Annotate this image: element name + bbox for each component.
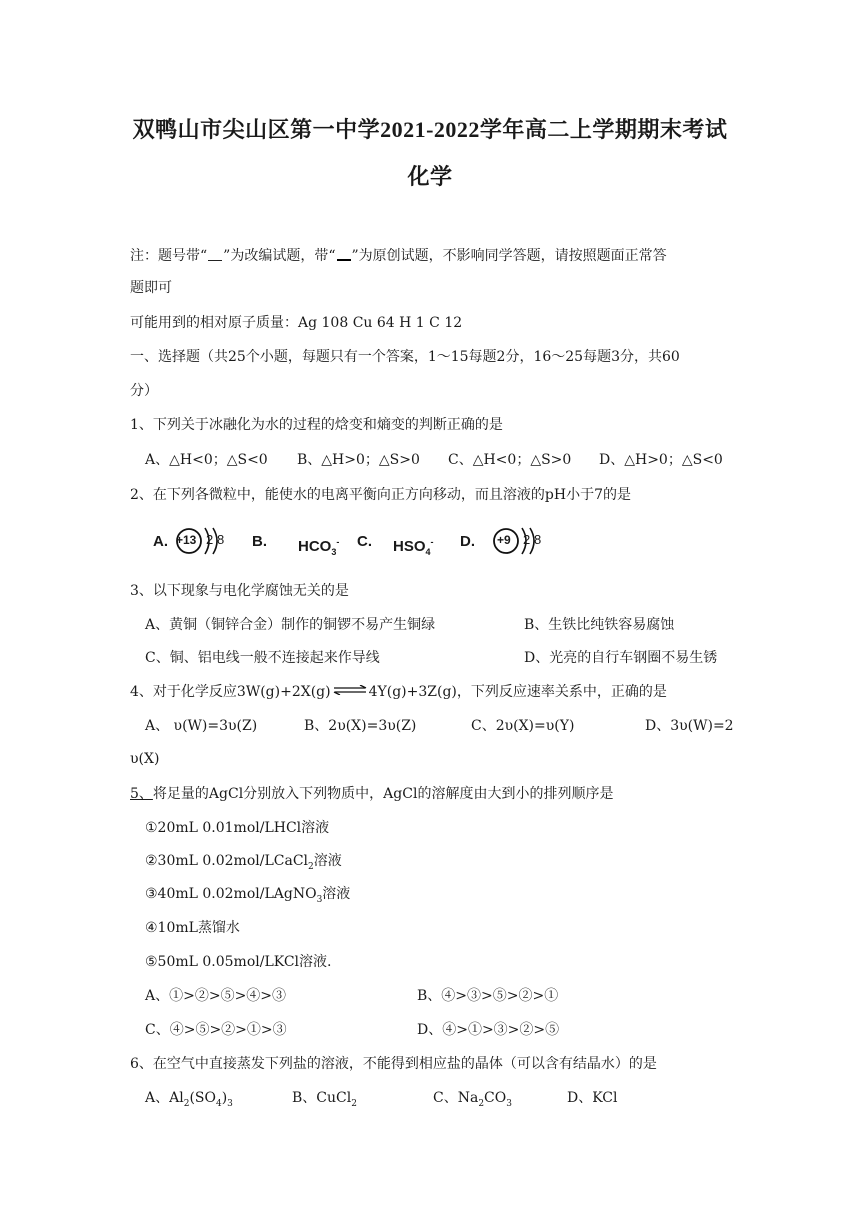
q4-option-c: C、2υ(X)=υ(Y) <box>471 718 575 734</box>
q3-stem: 3、以下现象与电化学腐蚀无关的是 <box>130 583 349 599</box>
q2-option-c-formula: $HSO_4^-$ <box>393 537 434 557</box>
section-heading: 一、选择题（共25个小题，每题只有一个答案，1～15每题2分，16～25每题3分，共60 <box>130 349 680 365</box>
original-marker <box>337 247 351 261</box>
equilibrium-arrow-icon <box>332 685 368 695</box>
q2-option-a-label: A. <box>153 533 168 550</box>
q4-stem: 4、对于化学反应3W(g)+2X(g) 4Y(g)+3Z(g)，下列反应速率关系中，正确的是 <box>130 684 667 700</box>
q3-option-a: A、黄铜（铜锌合金）制作的铜锣不易产生铜绿 <box>145 617 436 633</box>
q2-a-nucleus: +13 <box>176 533 197 547</box>
q1-option-d: D、△H>0；△S<0 <box>599 452 723 468</box>
q2-stem: 2、在下列各微粒中，能使水的电离平衡向正方向移动，而且溶液的pH小于7的是 <box>130 487 631 503</box>
q6-option-d: D、KCl <box>567 1090 618 1106</box>
q6-option-c: C、$Na_2CO_3$ <box>433 1090 512 1109</box>
q2-a-shell2: 8 <box>217 532 225 547</box>
q2-d-shell2: 8 <box>534 532 542 547</box>
q1-stem: 1、下列关于冰融化为水的过程的焓变和熵变的判断正确的是 <box>130 417 503 433</box>
q2-d-nucleus: +9 <box>497 533 511 547</box>
q3-option-d: D、光亮的自行车钢圈不易生锈 <box>524 650 718 666</box>
q5-item-3: ③40mL 0.02mol/LAgNO$_3$溶液 <box>145 886 351 905</box>
q5-item-1: ①20mL 0.01mol/LHCl溶液 <box>145 820 330 836</box>
adapted-marker <box>208 248 222 261</box>
q5-item-2: ②30mL 0.02mol/LCaCl$_2$溶液 <box>145 853 342 872</box>
q6-option-b: B、CuCl$_2$ <box>292 1090 357 1109</box>
note-line <box>130 246 667 266</box>
q2-d-shell1: 2 <box>523 532 531 547</box>
q5-item-5: ⑤50mL 0.05mol/LKCl溶液. <box>145 954 332 970</box>
q5-option-c: C、④>⑤>②>①>③ <box>145 1022 287 1038</box>
q6-option-a: A、$Al_2(SO_4)_3$ <box>145 1090 233 1109</box>
q5-stem: 5、将足量的AgCl分别放入下列物质中，AgCl的溶解度由大到小的排列顺序是 <box>130 786 614 802</box>
q5-item-4: ④10mL蒸馏水 <box>145 920 240 936</box>
note-text-2: ”为改编试题，带“ <box>223 248 336 264</box>
q4-option-b: B、2υ(X)=3υ(Z) <box>304 718 417 734</box>
q5-option-b: B、④>③>⑤>②>① <box>417 988 559 1004</box>
atomic-masses: 可能用到的相对原子质量：Ag 108 Cu 64 H 1 C 12 <box>130 315 463 331</box>
q1-option-a: A、△H<0；△S<0 <box>145 452 268 468</box>
q3-option-c: C、铜、铝电线一般不连接起来作导线 <box>145 650 380 666</box>
q2-option-b-formula: $HCO_3^-$ <box>298 537 340 557</box>
subject-title: 化学 <box>407 164 453 189</box>
q4-option-d: D、3υ(W)=2 <box>645 718 734 734</box>
section-heading-cont: 分） <box>130 383 158 399</box>
q5-option-d: D、④>①>③>②>⑤ <box>417 1022 560 1038</box>
exam-title: 双鸭山市尖山区第一中学2021-2022学年高二上学期期末考试 <box>132 117 728 142</box>
note-text-1: 注：题号带“ <box>130 248 208 264</box>
q3-option-b: B、生铁比纯铁容易腐蚀 <box>524 617 675 633</box>
q6-stem: 6、在空气中直接蒸发下列盐的溶液，不能得到相应盐的晶体（可以含有结晶水）的是 <box>130 1056 657 1072</box>
note-text-3: ”为原创试题，不影响同学答题，请按照题面正常答 <box>351 248 667 264</box>
q2-a-shell1: 2 <box>206 532 214 547</box>
q5-number: 5、 <box>130 786 153 802</box>
q5-option-a: A、①>②>⑤>④>③ <box>145 988 287 1004</box>
q2-option-c-label: C. <box>357 533 372 550</box>
q1-option-b: B、△H>0；△S>0 <box>297 452 420 468</box>
q4-option-d-cont: υ(X) <box>130 751 160 767</box>
q1-option-c: C、△H<0；△S>0 <box>448 452 572 468</box>
q2-option-d-label: D. <box>460 533 475 550</box>
q4-option-a: A、 υ(W)=3υ(Z) <box>145 718 258 734</box>
note-line-2: 题即可 <box>130 280 172 296</box>
q2-option-b-label: B. <box>252 533 267 550</box>
